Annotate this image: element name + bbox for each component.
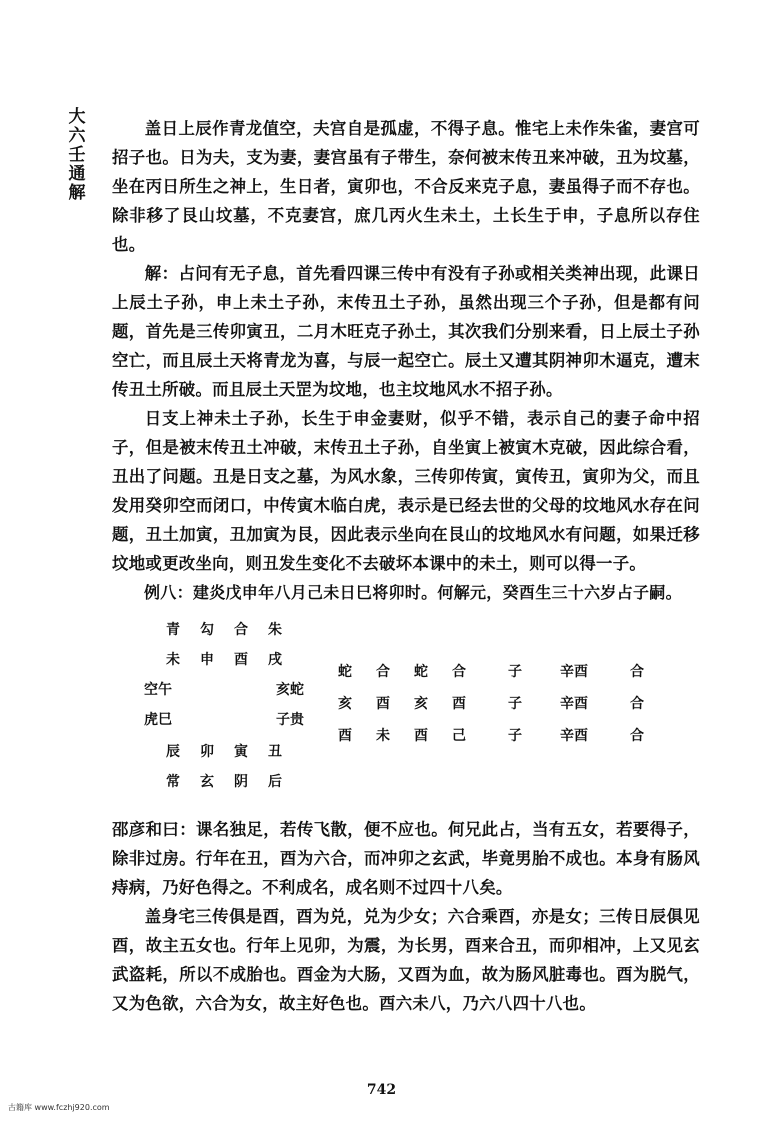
transmission-cell: 合 <box>630 696 644 712</box>
lesson-cell: 亥 <box>338 696 352 712</box>
transmission-cell: 辛酉 <box>560 664 588 680</box>
chart-cell: 常 <box>166 774 180 790</box>
lesson-cell: 蛇 <box>338 664 352 680</box>
transmission-row <box>508 725 644 745</box>
chart-bottom-branches <box>166 741 302 761</box>
chart-top-generals <box>166 619 302 639</box>
lesson-cell: 合 <box>452 664 466 680</box>
four-lessons-row <box>338 693 490 713</box>
chart-cell: 合 <box>234 622 248 638</box>
chart-cell: 亥蛇 <box>276 682 304 698</box>
book-title: 大六壬通解 <box>68 107 86 203</box>
chart-cell: 青 <box>166 622 180 638</box>
transmission-cell: 合 <box>630 728 644 744</box>
chart-side-row <box>144 679 304 699</box>
lesson-cell: 蛇 <box>414 664 428 680</box>
paragraph-5: 盖身宅三传俱是酉，酉为兑，兑为少女；六合乘酉，亦是女；三传日辰俱见酉，故主五女也。行年上见卯，为震，为长男，酉来合丑，而卯相冲，上又见玄武盗耗，所以不成胎也。酉金为大肠，又酉为血，故为肠风脏毒也。酉为脱气，又为色欲，六合为女，故主好色也。酉六未八，乃六八四十八也。 <box>112 907 700 1013</box>
paragraph-2: 解：占问有无子息，首先看四课三传中有没有子孙或相关类神出现，此课日上辰土子孙，申上未土子孙，末传丑土子孙，虽然出现三个子孙，但是都有问题，首先是三传卯寅丑，二月木旺克子孙土，其次我们分别来看，日上辰土子孙空亡，而且辰土天将青龙为喜，与辰一起空亡。辰土又遭其阴神卯木逼克，遭末传丑土所破。而且辰土天罡为坟地，也主坟地风水不招子孙。 <box>112 264 700 399</box>
chart-cell: 丑 <box>268 744 282 760</box>
chart-cell: 卯 <box>200 744 214 760</box>
chart-top-branches <box>166 649 302 669</box>
transmission-cell: 合 <box>630 664 644 680</box>
lesson-cell: 己 <box>452 728 466 744</box>
chart-side-row <box>144 709 304 729</box>
chart-cell: 空午 <box>144 682 172 698</box>
lesson-cell: 酉 <box>338 728 352 744</box>
paragraph-1: 盖日上辰作青龙值空，夫宫自是孤虚，不得子息。惟宅上未作朱雀，妻宫可招子也。日为夫，支为妻，妻宫虽有子带生，奈何被末传丑来冲破，丑为坟墓，坐在丙日所生之神上，生日者，寅卯也，不合反来克子息，妻虽得子而不存也。除非移了艮山坟墓，不克妻宫，庶几丙火生未土，土长生于申，子息所以存住也。 <box>112 119 700 254</box>
main-text <box>112 114 700 1018</box>
example-heading: 例八：建炎戊申年八月己未日巳将卯时。何解元，癸酉生三十六岁占子嗣。 <box>144 583 682 602</box>
transmission-cell: 子 <box>508 696 522 712</box>
chart-cell: 阴 <box>234 774 248 790</box>
lesson-cell: 酉 <box>452 696 466 712</box>
chart-cell: 虎巳 <box>144 712 172 728</box>
chart-cell: 勾 <box>200 622 214 638</box>
transmission-row <box>508 693 644 713</box>
four-lessons-row <box>338 725 490 745</box>
watermark-text: 古籍库 www.fczhj920.com <box>8 1103 110 1112</box>
four-lessons-row <box>338 661 490 681</box>
transmission-cell: 辛酉 <box>560 728 588 744</box>
lesson-cell: 酉 <box>376 696 390 712</box>
chart-cell: 未 <box>166 652 180 668</box>
transmission-cell: 子 <box>508 664 522 680</box>
lesson-cell: 亥 <box>414 696 428 712</box>
transmission-cell: 辛酉 <box>560 696 588 712</box>
paragraph-4: 邵彦和曰：课名独足，若传飞散，便不应也。何兄此占，当有五女，若要得子，除非过房。行年在丑，酉为六合，而冲卯之玄武，毕竟男胎不成也。本身有肠风痔病，乃好色得之。不利成名，成名则不过四十八矣。 <box>112 820 700 897</box>
lesson-cell: 未 <box>376 728 390 744</box>
chart-cell: 寅 <box>234 744 248 760</box>
divination-chart <box>112 619 700 797</box>
lesson-cell: 合 <box>376 664 390 680</box>
chart-cell: 朱 <box>268 622 282 638</box>
chart-cell: 申 <box>200 652 214 668</box>
chart-cell: 戌 <box>268 652 282 668</box>
paragraph-3: 日支上神未土子孙，长生于申金妻财，似乎不错，表示自己的妻子命中招子，但是被末传丑土冲破，末传丑土子孙，自坐寅上被寅木克破，因此综合看，丑出了问题。丑是日支之墓，为风水象，三传卯传寅，寅传丑，寅卯为父，而且发用癸卯空而闭口，中传寅木临白虎，表示是已经去世的父母的坟地风水存在问题，丑土加寅，丑加寅为艮，因此表示坐向在艮山的坟地风水有问题，如果迁移坟地或更改坐向，则丑发生变化不去破坏本课中的未土，则可以得一子。 <box>112 409 700 573</box>
chart-bottom-generals <box>166 771 302 791</box>
chart-cell: 子贵 <box>276 712 304 728</box>
chart-cell: 后 <box>268 774 282 790</box>
chart-cell: 辰 <box>166 744 180 760</box>
chart-cell: 酉 <box>234 652 248 668</box>
transmission-cell: 子 <box>508 728 522 744</box>
lesson-cell: 酉 <box>414 728 428 744</box>
chart-cell: 玄 <box>200 774 214 790</box>
page-number: 742 <box>366 1082 397 1098</box>
transmission-row <box>508 661 644 681</box>
